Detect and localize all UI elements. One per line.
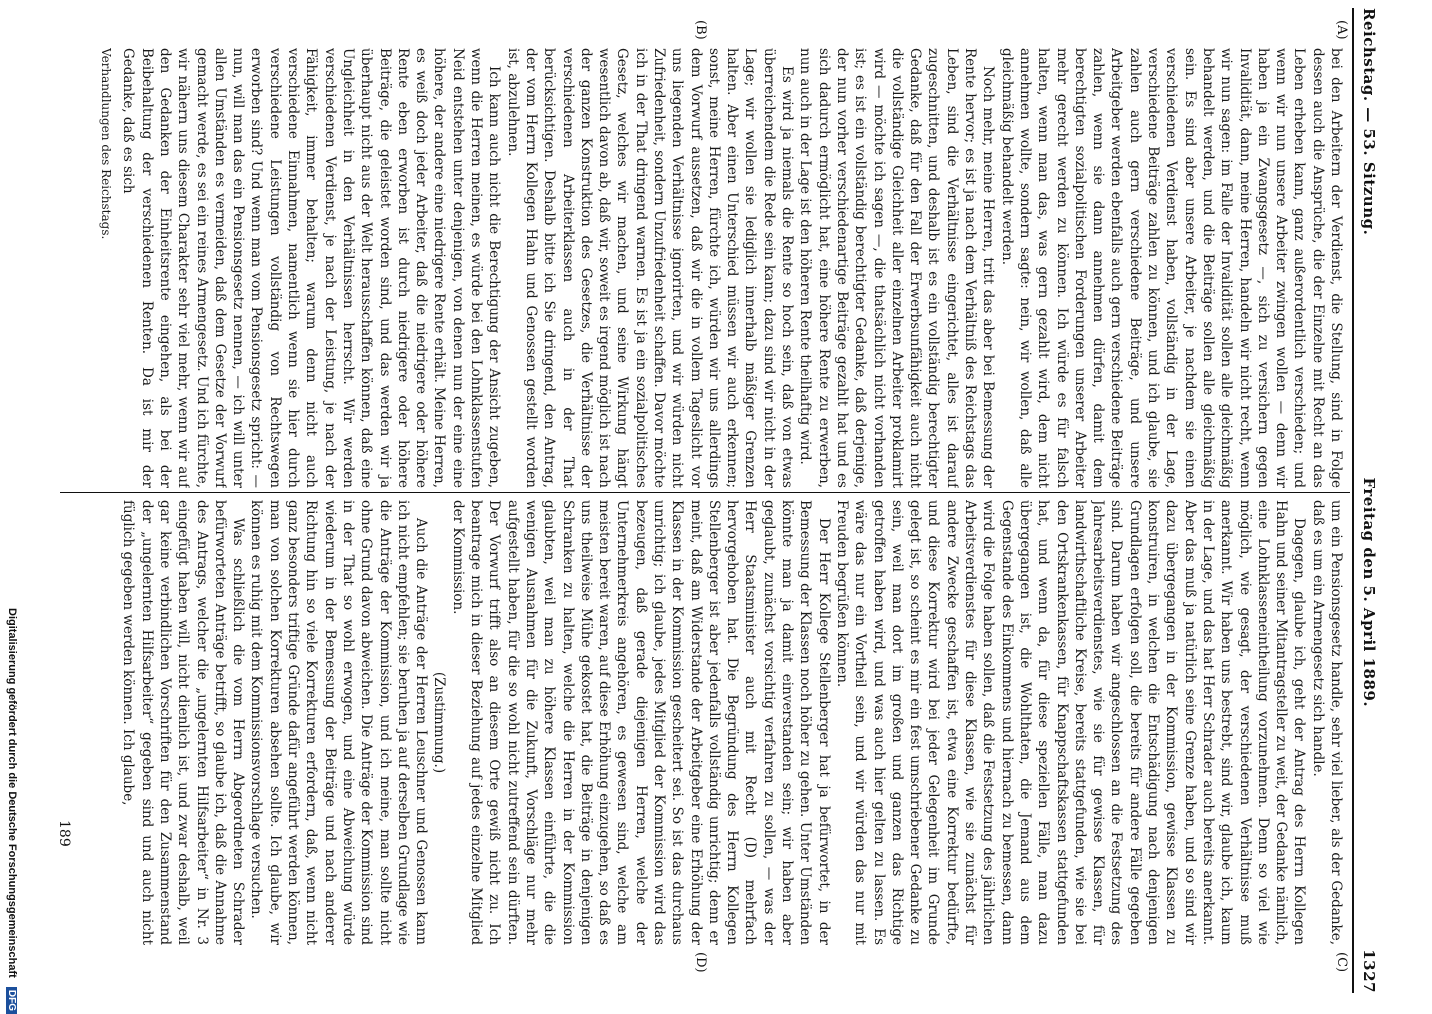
column-divider <box>60 492 1350 493</box>
header-rule <box>1352 8 1354 993</box>
bottom-page-number: 189 <box>56 820 72 847</box>
margin-mark-d: (D) <box>693 952 708 973</box>
header-page-number: 1327 <box>1360 949 1378 993</box>
paragraph: Noch mehr, meine Herren, tritt das aber bei Bemessung der Rente hervor; es ist ja nach dem Verhältniß des Reichstags das Leben, sind die Verhältnisse eingerichtet, alles ist darauf zugeschnitten, und deshalb ist es ein vollständig berechtigter Gedanke, daß für den Fall der Erwerbsunfähigkeit auch nicht die vollständige Gleichheit aller einzelnen Arbeiter proklamirt wird — möchte ich sagen —, die thatsächlich nicht vorhanden ist; es ist ein vollständig berechtigter Gedanke, daß derjenige, der nun vorher verschiedenartige Beiträge gezahlt hat und es sich dadurch ermöglicht hat, eine höhere Rente zu erwerben, nun auch in der Lage ist den höheren Rente theilhaftig wird. <box>797 48 997 488</box>
paragraph: Ich kann auch nicht die Berechtigung der Ansicht zugeben, wenn die Herren meinen, es würde bei den Lohnklassenstufen Neid entstehen unter denjenigen, von denen nun der eine eine höhere, der andere eine niedrigere Rente erhält. Meine Herren, es weiß doch jeder Arbeiter, daß die niedrigere oder höhere Rente eben erworben ist durch niedrigere oder höhere Beiträge, die geleistet worden sind, und das werden wir ja überhaupt nicht aus der Welt herausschaffen können, daß eine Ungleichheit in den Verhältnissen herrscht. Wir werden verschiedenen Verdienst, je nach der Leistung, je nach der Fähigkeit, immer behalten; warum denn nicht auch verschiedene Einnahmen, namentlich wenn sie hier durch verschiedene Leistungen vollständig von Rechtswegen erworben sind? Und wenn man vom Pensionsgesetz spricht: — nun, will man das ein Pensionsgesetz nennen, — ich will unter allen Umständen es vermeiden, daß dem Gesetze der Vorwurf gemacht werde, es sei ein reines Armengesetz. Und ich fürchte, wir nähern uns diesem Charakter sehr viel mehr, wenn wir auf den Gedanken der Einheitsrente eingehen, als bei der Beibehaltung der verschiedenen Renten. Da ist mir der Gedanke, daß es sich <box>120 48 503 488</box>
paragraph: Der Herr Kollege Stellenberger hat ja befürwortet, in der Bemessung der Klassen noch höher zu gehen. Unter Umständen könnte man ja damit einverstanden sein; wir haben aber geglaubt, zunächst vorsichtig verfahren zu sollen, — was der Herr Staatsminister auch mit Recht (D) mehrfach hervorgehoben hat. Die Begründung des Herrn Kollegen Stellenberger ist aber jedenfalls vollständig unrichtig; denn er meint, daß am Widerstande der Arbeitgeber eine Erhöhung der Klassen in der Kommission gescheitert sei. So ist das durchaus unrichtig; ich glaube, jedes Mitglied der Kommission wird das bezeugen, daß gerade diejenigen Herren, welche der Unternehmerkreis angehören, es gewesen sind, welche am meisten bereit waren, auf diese Erhöhung einzugehen, so daß es uns theilweise Mühe gekostet hat, die Beiträge in denjenigen Schranken zu halten, welche die Herren in der Kommission glaubten, weil man zu höhere Klassen einführte, die die wenigen Ausnahmen für die Zukunft, Vorschläge nur mehr aufgestellt haben, für die so wohl nicht zutreffend sein dürften. Der Vorwurf trifft also an diesem Orte gewiß nicht zu. Ich beantrage mich in dieser Beziehung auf jedes einzelne Mitglied der Kommission. <box>449 500 832 945</box>
column-right <box>55 500 1345 945</box>
paragraph: Es wird ja niemals die Rente so hoch sein, daß von etwas überreichendem die Rede sein kann; dazu sind wir nicht in der Lage; wir wollen sie lediglich innerhalb mäßiger Grenzen halten. Aber einen Unterschied müssen wir auch erkennen; sonst, meine Herren, fürchte ich, würden wir uns allerdings dem Vorwurf aussetzen, daß wir die in vollem Tageslicht vor uns liegenden Verhältnisse ignorirten, und wir würden nicht Zufriedenheit, sondern Unzufriedenheit schaffen. Davor möchte ich in der That dringend warnen. Es ist ja ein sozialpolitisches Gesetz, welches wir machen, und seine Wirkung hängt wesentlich davon ab, daß wir, soweit es irgend möglich ist nach der ganzen Konstruktion des Gesetzes, die Verhältnisse der verschiedenen Arbeiterklassen auch in der That berücksichtigen. Deshalb bitte ich Sie dringend, den Antrag, der vom Herrn Kollegen Hahn und Genossen gestellt worden ist, abzulehnen. <box>504 48 796 488</box>
paragraph: Auch die Anträge der Herren Leuschner und Genossen kann ich nicht empfehlen; sie beruhen ja auf derselben Grundlage wie die Anträge der Kommission, und ich meine, man sollte nicht ohne Grund davon abweichen. Die Anträge der Kommission sind in der That so wohl erwogen, und eine Abweichung würde wiederum in der Bemessung der Beiträge und nach anderer Richtung hin so viele Korrekturen erfordern, daß, wenn nicht ganz besonders triftige Gründe dafür angeführt werden können, man von solchen Korrekturen absehen sollte. Ich glaube, wir können es ruhig mit dem Kommissionsvorschlage versuchen. <box>248 500 430 945</box>
header-left: Reichstag. — 53. Sitzung. <box>1360 8 1378 236</box>
paragraph: Was schließlich die vom Herrn Abgeordneten Schrader befürworteten Anträge betrifft, so glaube ich, daß die Annahme des Antrags, welcher die „ungelernten Hilfsarbeiter“ in Nr. 3 eingefügt haben will, nicht dienlich ist, und zwar deshalb, weil gar keine verbindlichen Vorschriften für den Zusammenstand der „ungelernten Hilfsarbeiter“ gegeben sind und auch nicht füglich gegeben werden können. Ich glaube, <box>120 500 247 945</box>
footer-left: Verhandlungen des Reichstags. <box>99 48 114 240</box>
paragraph: Dagegen, glaube ich, geht der Antrag des Herrn Kollegen Hahn und seiner Mitantragsteller zu weit, der Gedanke nämlich, eine Lohnklasseneintheilung vorzunehmen. Denn so viel wie möglich, wie gesagt, der verschiedenen Verhältnisse muß anerkannt. Wir haben uns bestrebt, sind wir, glaube ich, kaum in der Lage, und das hat Herr Schrader auch bereits anerkannt. Aber das muß ja natürlich seine Grenze haben, und so sind wir dazu übergegangen in der Kommission, gewisse Klassen zu konstruiren, in welchen die Entschädigung nach denjenigen Grundlagen erfolgen soll, die bereits für andere Fälle gegeben sind. Darum haben wir angeschlossen an die Festsetzung des Jahresarbeitsverdienstes, wie sie für gewisse Klassen, für landwirthschaftliche Kreise, bereits stattgefunden, wie sie bei den Ortskrankenkassen, für Knappschaftskassen stattgefunden hat, und wenn da, für diese speziellen Fälle, man dazu übergegangen ist, die Wohlthaten, die Jemand aus dem Gegenstande des Einkommens und hiernach zu bemessen, dann wird die Folge haben sollen, daß die Festsetzung des jährlichen Arbeitsverdienstes für diese Klassen, wie sie zunächst für andere Zwecke geschaffen ist, etwa eine Korrektur bedürfte, und diese Korrektur wird bei jeder Gelegenheit im Grunde gelegt ist, so scheint es mir ein fest umschriebener Gedanke zu sein, weil man dort im großen und ganzen das Richtige getroffen haben wird, und was auch hier gelten zu lassen. Es wäre das nur ein Vortheil sein, und wir würden das nur mit Freuden begrüßen können. <box>833 500 1308 945</box>
dfg-logo: DFG <box>6 987 17 1014</box>
header-date: Freitag den 5. April 1889. <box>1360 477 1378 708</box>
margin-mark-a: (A) <box>1334 20 1349 40</box>
paragraph: um ein Pensionsgesetz handle, sehr viel lieber, als der Gedanke, daß es um ein Armengesetz sich handle. <box>1309 500 1344 945</box>
margin-mark-c: (C) <box>1334 952 1349 973</box>
interjection: (Zustimmung.) <box>431 671 448 774</box>
column-left <box>55 48 1345 488</box>
paragraph: bei den Arbeitern der Verdienst, die Stellung, sind in Folge dessen auch die Ansprüche, die der Einzelne mit Recht an das Leben erheben kann, ganz außerordentlich verschieden; und wenn wir nun unsere Arbeiter zwingen wollen — denn wir haben ja ein Zwangsgesetz —, sich zu versichern gegen Invalidität, dann, meine Herren, handeln wir nicht recht, wenn wir nun sagen: im Falle der Invalidität sollen alle gleichmäßig behandelt werden, und die Beiträge sollen alle gleichmäßig sein. Es sind aber unsere Arbeiter, je nachdem sie einen verschiedenen Verdienst haben, vollständig in der Lage, verschiedene Beiträge zahlen zu können, und ich glaube, sie zahlen auch gern verschiedene Beiträge, und unsere Arbeitgeber werden ebenfalls auch gern verschiedene Beiträge zahlen, wenn sie dann annehmen dürfen, damit dem berechtigten sozialpolitischen Forderungen unserer Arbeiter mehr gerecht werden zu können. Ich würde es für falsch halten, wenn man das, was gern gezahlt wird, dem nicht annehmen wollte, sondern sagte: nein, wir wollen, daß alle gleichmäßig behandelt werden. <box>998 48 1344 488</box>
digitization-note <box>6 608 18 1014</box>
digitization-text: Digitalisierung gefördert durch die Deutsche Forschungsgemeinschaft <box>6 608 18 978</box>
margin-mark-b: (B) <box>693 20 708 40</box>
page-header <box>1360 8 1378 993</box>
